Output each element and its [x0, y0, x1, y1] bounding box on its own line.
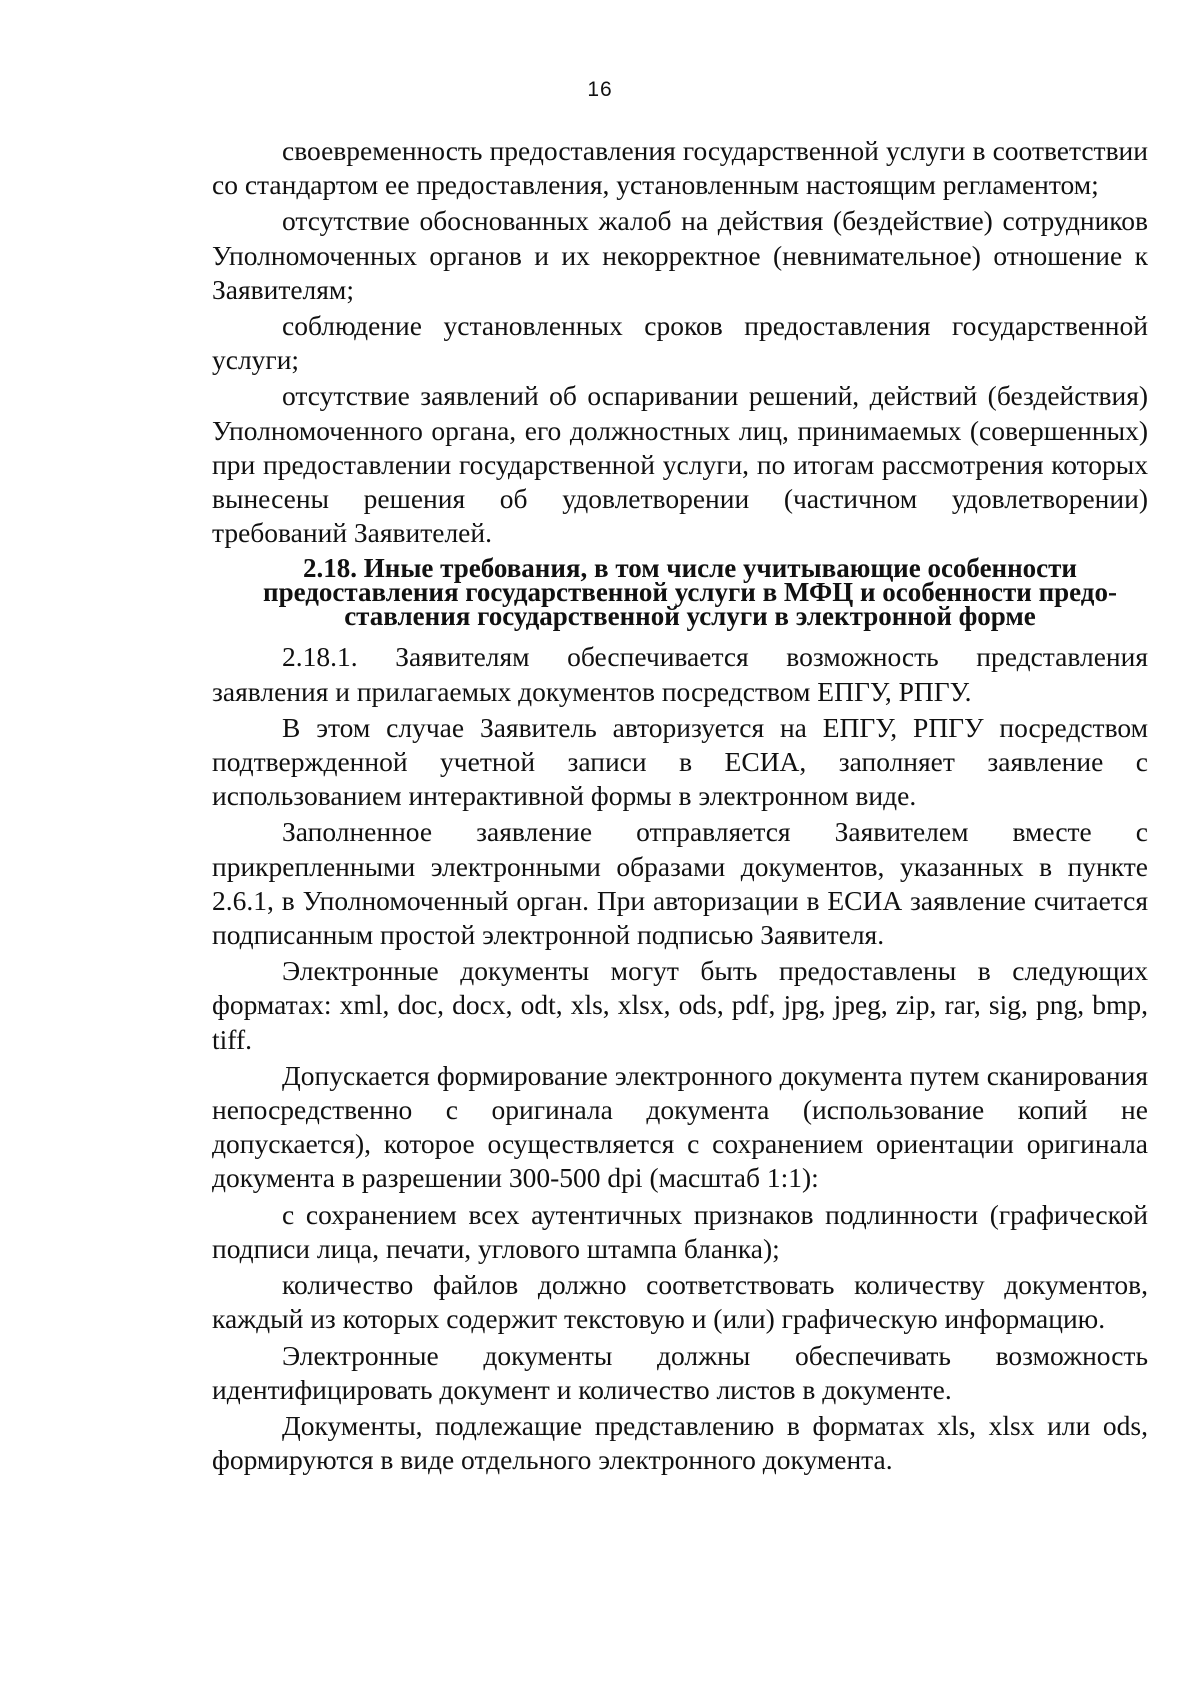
- paragraph-2-18-1: 2.18.1. Заявителям обеспечивается возможность представления заявления и прилагаемых документов посредством ЕПГУ, РПГУ.: [212, 641, 1148, 707]
- paragraph-no-complaints: отсутствие обоснованных жалоб на действия (бездействие) сотрудников Уполномоченных органов и их некорректное (невнимательное) отношение к Заявителям;: [212, 205, 1148, 305]
- section-heading-line-3: ставления государственной услуги в электронной форме: [344, 601, 1036, 632]
- section-heading-line-1: 2.18. Иные требования, в том числе учитывающие особенности: [303, 553, 1077, 584]
- document-body: [212, 134, 1148, 1479]
- paragraph-timeliness: своевременность предоставления государственной услуги в соответствии со стандартом ее предоставления, установленным настоящим регламентом;: [212, 135, 1148, 201]
- page-number: 16: [587, 78, 613, 101]
- section-heading-2-18: [212, 553, 1148, 632]
- paragraph-submission: Заполненное заявление отправляется Заявителем вместе с прикрепленными электронными образами документов, указанных в пункте 2.6.1, в Уполномоченный орган. При авторизации в ЕСИА заявление считается подписанным простой электронной подписью Заявителя.: [212, 816, 1148, 951]
- paragraph-formats: Электронные документы могут быть предоставлены в следующих форматах: xml, doc, docx, odt, xls, xlsx, ods, pdf, jpg, jpeg, zip, rar, sig, png, bmp, tiff.: [212, 955, 1148, 1055]
- paragraph-file-count: количество файлов должно соответствовать количеству документов, каждый из которых содержит текстовую и (или) графическую информацию.: [212, 1269, 1148, 1335]
- paragraph-authorization: В этом случае Заявитель авторизуется на ЕПГУ, РПГУ посредством подтвержденной учетной записи в ЕСИА, заполняет заявление с использованием интерактивной формы в электронном виде.: [212, 711, 1148, 812]
- paragraph-deadlines: соблюдение установленных сроков предоставления государственной услуги;: [212, 310, 1148, 376]
- paragraph-identification: Электронные документы должны обеспечивать возможность идентифицировать документ и количество листов в документе.: [212, 1339, 1148, 1405]
- paragraph-authenticity: с сохранением всех аутентичных признаков подлинности (графической подписи лица, печати, углового штампа бланка);: [212, 1198, 1148, 1264]
- section-heading-line-2: предоставления государственной услуги в МФЦ и особенности предо-: [263, 577, 1117, 608]
- paragraph-no-disputes: отсутствие заявлений об оспаривании решений, действий (бездействия) Уполномоченного органа, его должностных лиц, принимаемых (совершенных) при предоставлении государственной услуги, по итогам рассмотрения которых вынесены решения об удовлетворении (частичном удовлетворении) требований Заявителей.: [212, 380, 1148, 549]
- paragraph-spreadsheets: Документы, подлежащие представлению в форматах xls, xlsx или ods, формируются в виде отдельного электронного документа.: [212, 1409, 1148, 1476]
- paragraph-scanning: Допускается формирование электронного документа путем сканирования непосредственно с оригинала документа (использование копий не допускается), которое осуществляется с сохранением ориентации оригинала документа в разрешении 300-500 dpi (масштаб 1:1):: [212, 1059, 1148, 1194]
